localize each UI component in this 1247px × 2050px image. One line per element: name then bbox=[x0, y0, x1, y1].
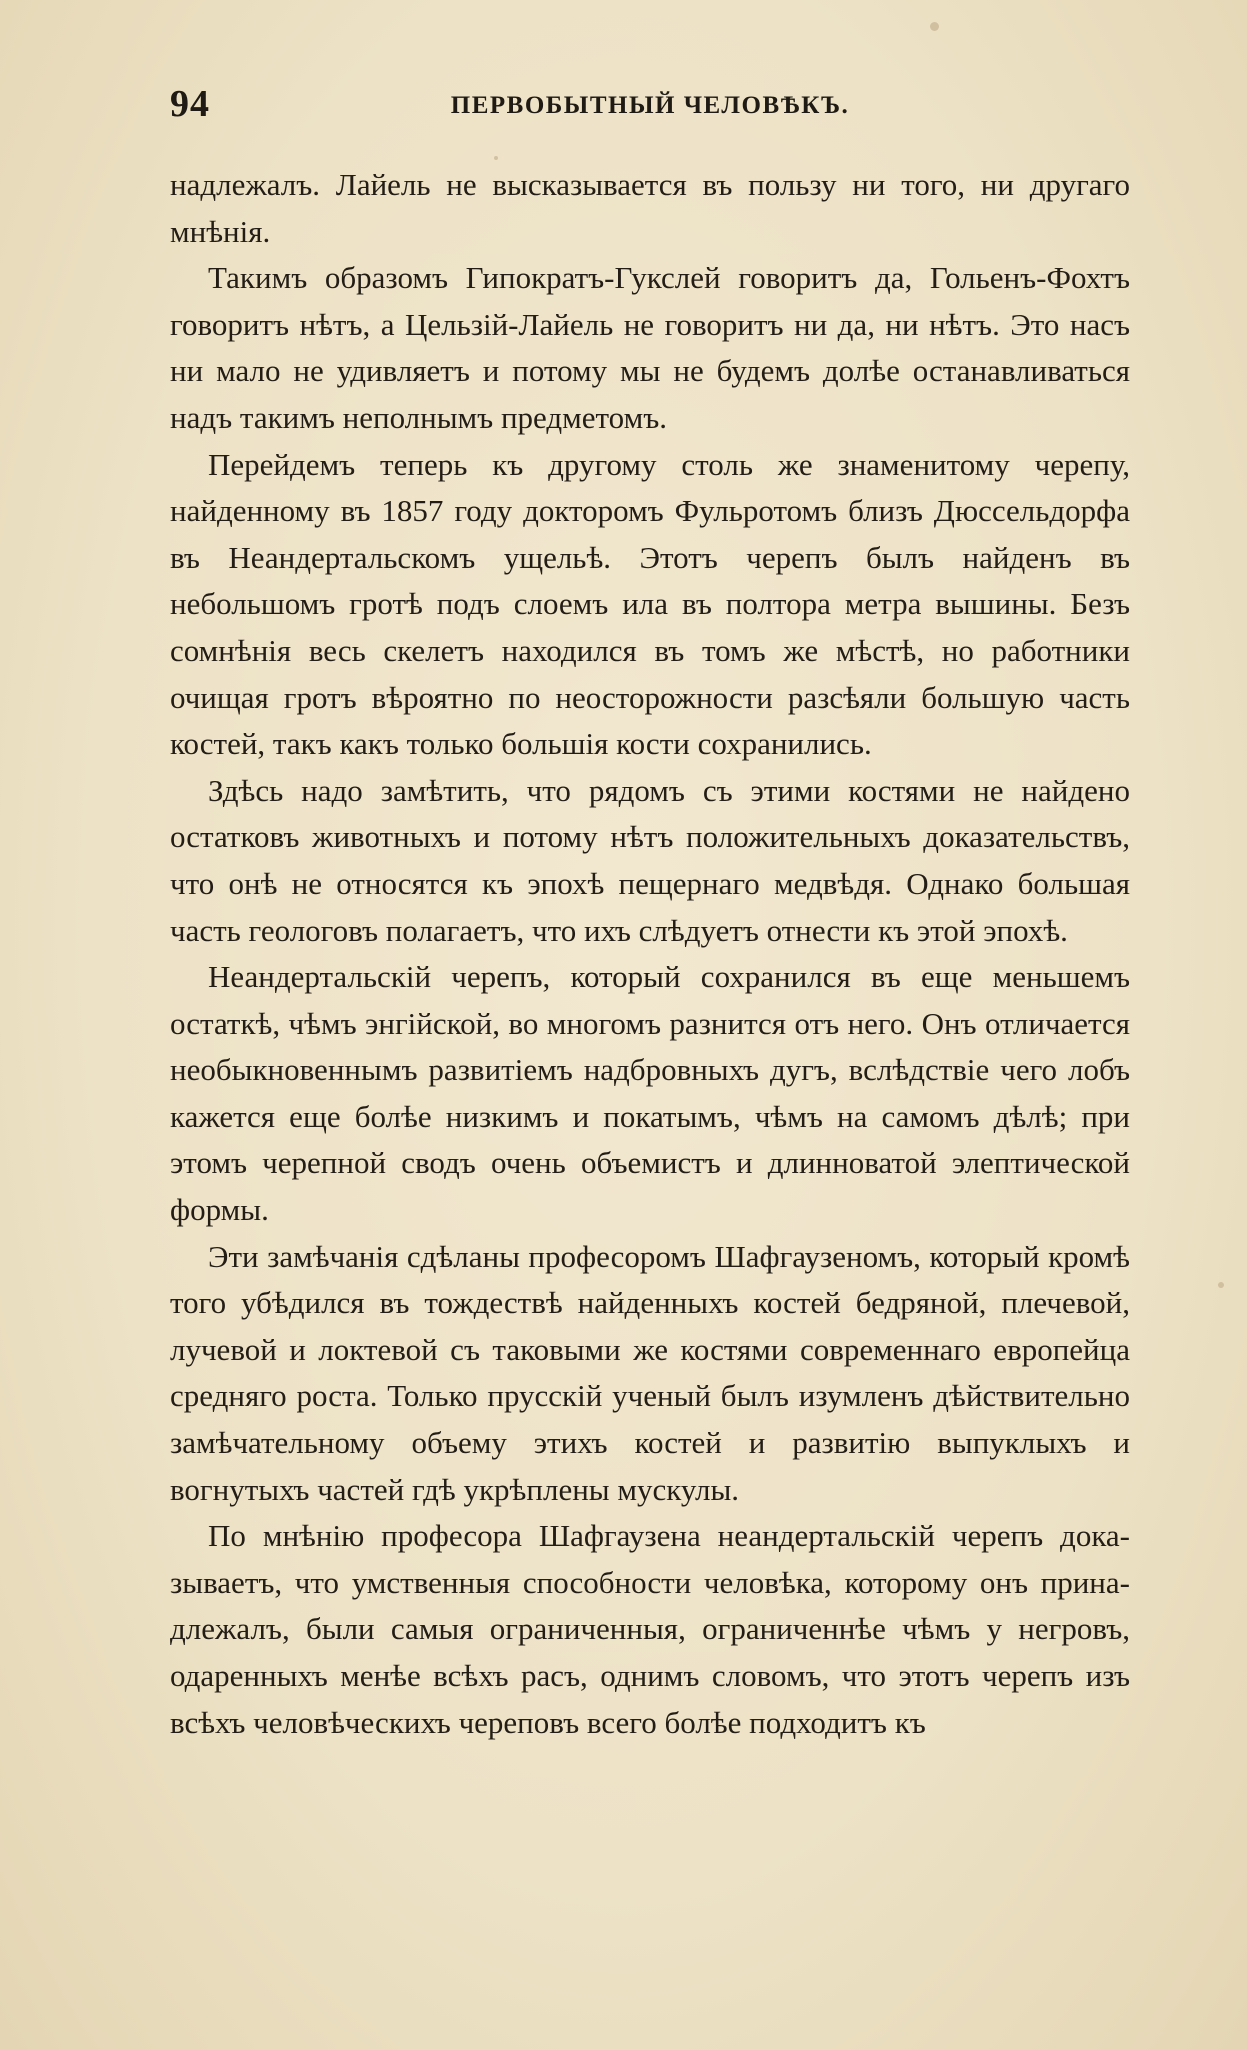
paper-speck bbox=[1218, 1282, 1224, 1288]
paper-speck bbox=[930, 22, 939, 31]
paragraph: Такимъ образомъ Гипократъ-Гукслей говоритъ да, Гольенъ-Фохтъ говоритъ нѣтъ, а Цельзій-Лайель не говоритъ ни да, ни нѣтъ. Это насъ ни мало не удивляетъ и потому мы не будемъ долѣе останавливаться надъ такимъ неполнымъ предметомъ. bbox=[170, 260, 1130, 435]
page-header bbox=[170, 82, 1130, 132]
running-title: ПЕРВОБЫТНЫЙ ЧЕЛОВѢКЪ. bbox=[450, 92, 850, 119]
paper-speck bbox=[494, 156, 498, 160]
body-text bbox=[170, 162, 1130, 1746]
paragraph: Здѣсь надо замѣтить, что рядомъ съ этими костями не найдено остатковъ животныхъ и потому нѣтъ положительныхъ доказательствъ, что онѣ не относятся къ эпохѣ пещернаго медвѣдя. Однако большая часть геологовъ полагаетъ, что ихъ слѣдуетъ отнести къ этой эпохѣ. bbox=[170, 772, 1130, 948]
paragraph: Неандертальскій черепъ, который сохранился въ еще меньшемъ остаткѣ, чѣмъ энгійской, во многомъ разнится отъ него. Онъ отличается необыкновеннымъ развитіемъ надбровныхъ дугъ, вслѣдствіе чего лобъ кажется еще болѣе низкимъ и покатымъ, чѣмъ на самомъ дѣлѣ; при этомъ черепной сводъ очень объемистъ и длинноватой элептической формы. bbox=[170, 959, 1130, 1228]
paragraph: Перейдемъ теперь къ другому столь же знаменитому черепу, найденному въ 1857 году докторомъ Фульротомъ близъ Дюссельдорфа въ Неандертальскомъ ущельѣ. Этотъ черепъ былъ найденъ въ небольшомъ гротѣ подъ слоемъ ила въ полтора метра вышины. Безъ сомнѣнія весь скелетъ находился въ томъ же мѣстѣ, но работники очищая гротъ вѣроятно по неосторожности разсѣяли большую часть костей, такъ какъ только большія кости сохранились. bbox=[170, 446, 1130, 762]
paragraph: надлежалъ. Лайель не высказывается въ пользу ни того, ни другаго мнѣнія. bbox=[170, 167, 1130, 249]
paragraph: Эти замѣчанія сдѣланы професоромъ Шафгаузеномъ, который кромѣ того убѣдился въ тождествѣ найденныхъ костей бедряной, плечевой, лучевой и локтевой съ таковыми же костями современнаго европейца средняго роста. Только прусскій ученый былъ изумленъ дѣйствительно замѣчательному объему этихъ костей и развитію выпуклыхъ и вогнутыхъ частей гдѣ укрѣплены мускулы. bbox=[170, 1238, 1130, 1507]
paragraph: По мнѣнію професора Шафгаузена неандертальскій черепъ доказываетъ, что умственныя способности человѣка, которому онъ принадлежалъ, были самыя ограниченныя, ограниченнѣе чѣмъ у негровъ, одаренныхъ менѣе всѣхъ расъ, однимъ словомъ, что этотъ черепъ изъ всѣхъ человѣческихъ череповъ всего болѣе подходитъ къ bbox=[170, 1518, 1130, 1740]
page-number: 94 bbox=[170, 83, 210, 125]
